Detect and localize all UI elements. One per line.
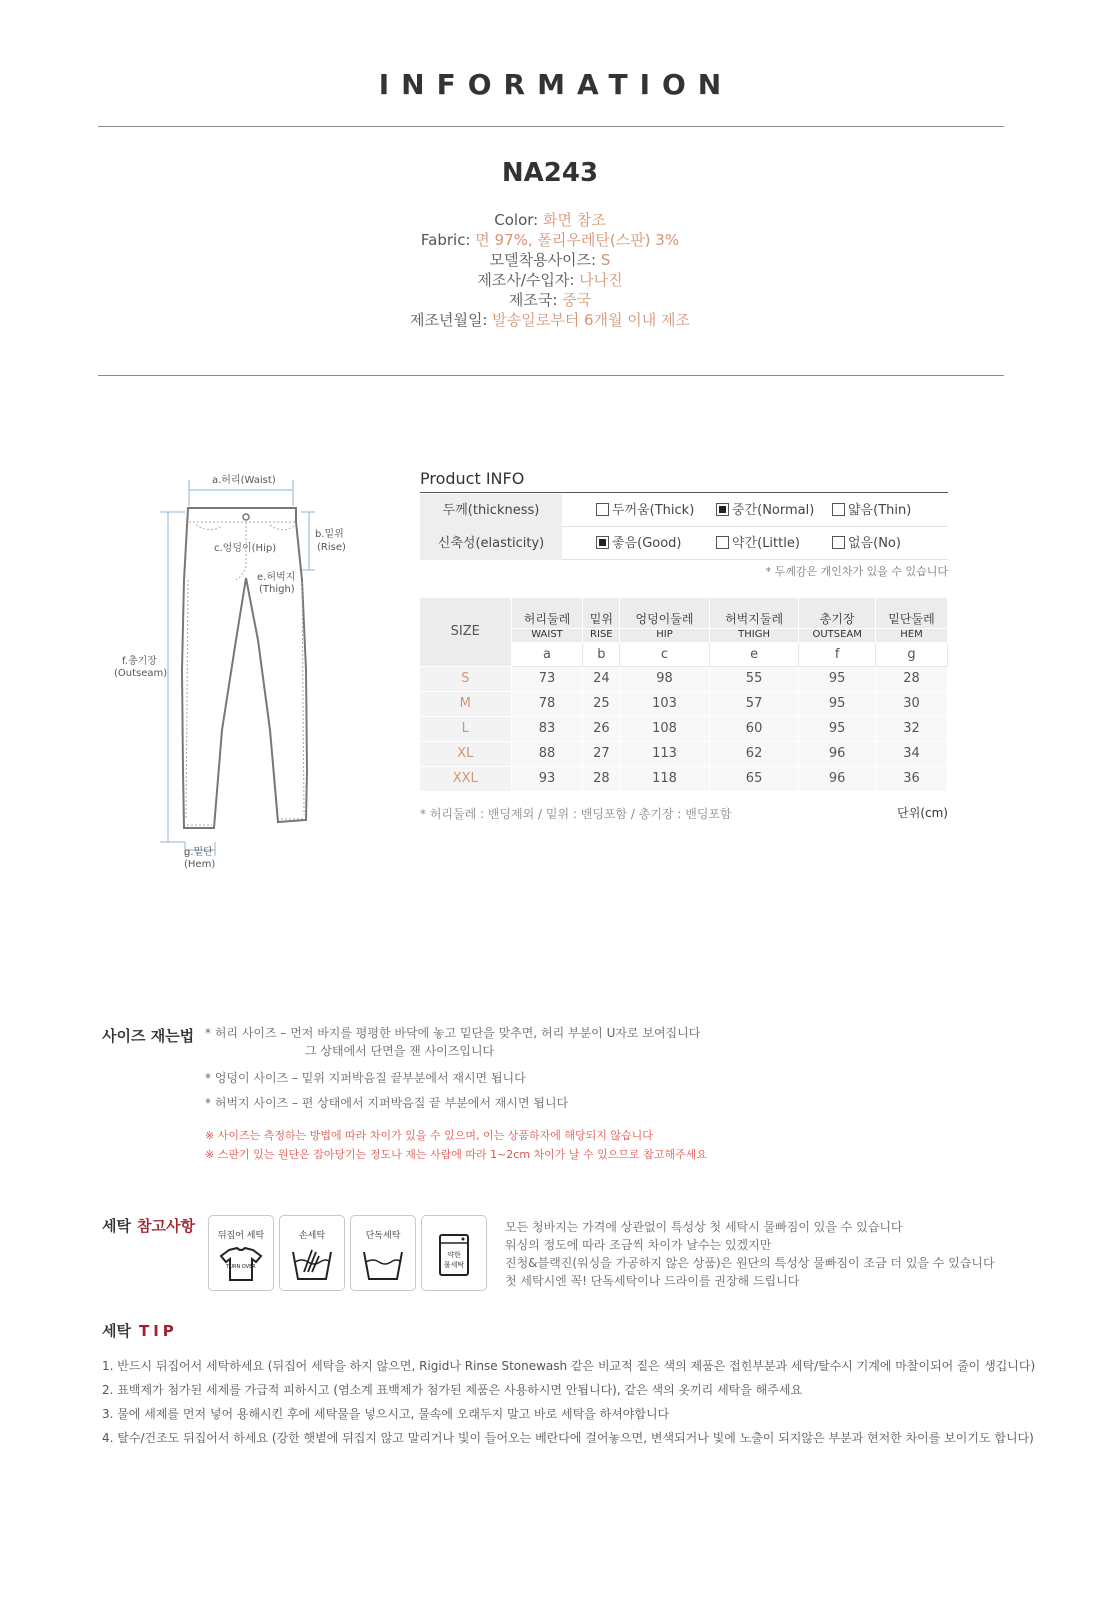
wash-description (505, 1218, 995, 1290)
turn-over-shirt-icon (219, 1246, 263, 1282)
col-en: OUTSEAM (799, 628, 876, 642)
table-cell: 36 (875, 766, 947, 791)
spec-date: 제조년월일: 발송일로부터 6개월 이내 제조 (409, 311, 690, 329)
measure-section-title: 사이즈 재는법 (102, 1027, 195, 1045)
table-cell: 25 (583, 691, 620, 716)
thickness-label: 두께(thickness) (420, 494, 562, 527)
table-cell: 95 (799, 691, 876, 716)
measure-waist-line1: * 허리 사이즈 – 먼저 바지를 평평한 바닥에 놓고 밑단을 맞추면, 허리 부분이 U자로 보여집니다 (205, 1026, 701, 1040)
table-cell: 28 (583, 766, 620, 791)
product-info-rule (420, 492, 948, 493)
wash-desc-line: 워싱의 정도에 따라 조금씩 차이가 날수는 있겠지만 (505, 1238, 772, 1252)
label-waist: a.허리(Waist) (212, 475, 276, 486)
checkbox-checked-icon (596, 536, 609, 549)
table-cell: 95 (799, 716, 876, 741)
table-row (420, 666, 948, 691)
label-thigh-en: (Thigh) (259, 584, 295, 595)
table-cell: 28 (875, 666, 947, 691)
col-ko: 허벅지둘레 (709, 598, 799, 628)
measure-warning-1: ※ 사이즈는 측정하는 방법에 따라 차이가 있을 수 있으며, 이는 상품하자에 해당되지 않습니다 (205, 1129, 653, 1142)
svg-text:TURN OVER: TURN OVER (226, 1264, 256, 1270)
size-label: XXL (420, 766, 511, 791)
checkbox-checked-icon (716, 503, 729, 516)
product-info-title: Product INFO (420, 469, 525, 488)
label-hem-en: (Hem) (184, 859, 216, 870)
table-cell: 57 (709, 691, 799, 716)
table-cell: 108 (620, 716, 710, 741)
col-code: f (799, 642, 876, 666)
table-cell: 55 (709, 666, 799, 691)
col-en: HEM (875, 628, 947, 642)
hand-wash-icon (290, 1246, 334, 1282)
spec-color: Color: 화면 참조 (494, 211, 606, 229)
table-row (420, 766, 948, 791)
table-cell: 103 (620, 691, 710, 716)
thickness-thin-option[interactable]: 얇음(Thin) (832, 502, 911, 519)
measure-hip: * 엉덩이 사이즈 – 밑위 지퍼박음질 끝부분에서 재시면 됩니다 (205, 1071, 526, 1085)
col-en: RISE (583, 628, 620, 642)
elasticity-label: 신축성(elasticity) (420, 527, 562, 560)
thickness-note: * 두께감은 개인차가 있을 수 있습니다 (765, 565, 948, 578)
size-label: XL (420, 741, 511, 766)
col-code: e (709, 642, 799, 666)
elasticity-row (420, 527, 948, 560)
table-row (420, 691, 948, 716)
elasticity-no-option[interactable]: 없음(No) (832, 535, 901, 552)
list-item: 2. 표백제가 첨가된 세제를 가급적 피하시고 (염소계 표백제가 첨가된 제품은 사용하시면 안됩니다), 같은 색의 옷끼리 세탁을 해주세요 (102, 1383, 803, 1397)
table-cell: 113 (620, 741, 710, 766)
divider-top (98, 126, 1004, 127)
label-outseam: f.총기장 (122, 656, 157, 667)
label-rise-en: (Rise) (317, 542, 346, 553)
checkbox-icon (596, 503, 609, 516)
col-ko: 엉덩이둘레 (620, 598, 710, 628)
page-title: INFORMATION (378, 68, 734, 101)
measure-thigh: * 허벅지 사이즈 – 편 상태에서 지퍼박음질 끝 부분에서 재시면 됩니다 (205, 1096, 569, 1110)
spec-model-size: 모델착용사이즈: S (489, 251, 611, 269)
col-ko: 총기장 (799, 598, 876, 628)
table-cell: 26 (583, 716, 620, 741)
table-cell: 78 (511, 691, 583, 716)
size-table (420, 598, 948, 792)
table-row (420, 741, 948, 766)
thickness-thick-option[interactable]: 두꺼움(Thick) (596, 502, 694, 519)
thickness-normal-option[interactable]: 중간(Normal) (716, 502, 814, 519)
col-code: g (875, 642, 947, 666)
wash-section-title: 세탁 참고사항 (102, 1217, 195, 1235)
table-cell: 118 (620, 766, 710, 791)
table-cell: 96 (799, 766, 876, 791)
table-cell: 96 (799, 741, 876, 766)
table-cell: 95 (799, 666, 876, 691)
spec-country: 제조국: 중국 (508, 291, 592, 309)
col-code: b (583, 642, 620, 666)
table-cell: 65 (709, 766, 799, 791)
col-en: THIGH (709, 628, 799, 642)
wash-desc-line: 모든 청바지는 가격에 상관없이 특성상 첫 세탁시 물빠짐이 있을 수 있습니다 (505, 1220, 903, 1234)
thickness-row (420, 494, 948, 527)
tip-section-title: 세탁 TIP (102, 1322, 178, 1340)
wash-icon-turn-over: 뒤집어 세탁 TURN OVER (208, 1215, 274, 1291)
col-ko: 밑단둘레 (875, 598, 947, 628)
svg-text:약한: 약한 (447, 1251, 461, 1259)
pants-diagram (110, 470, 370, 890)
table-cell: 88 (511, 741, 583, 766)
size-label: S (420, 666, 511, 691)
elasticity-good-option[interactable]: 좋음(Good) (596, 535, 682, 552)
elasticity-little-option[interactable]: 약간(Little) (716, 535, 800, 552)
table-cell: 27 (583, 741, 620, 766)
table-cell: 30 (875, 691, 947, 716)
size-column-header: SIZE (420, 598, 511, 666)
product-specs (0, 210, 1100, 330)
col-en: HIP (620, 628, 710, 642)
product-model: NA243 (501, 158, 599, 188)
checkbox-icon (716, 536, 729, 549)
size-table-header-ko (420, 598, 948, 628)
spec-fabric: Fabric: 면 97%, 폴리우레탄(스판) 3% (420, 231, 680, 249)
size-label: M (420, 691, 511, 716)
list-item: 4. 탈수/건조도 뒤집어서 하세요 (강한 햇볕에 뒤집지 않고 말리거나 빛이 들어오는 베란다에 걸어놓으면, 변색되거나 빛에 노출이 되지않은 부분과 현저한 차이를 보이기도 합니다) (102, 1431, 1034, 1445)
wash-tub-icon (361, 1246, 405, 1282)
label-outseam-en: (Outseam) (114, 668, 168, 679)
measure-warning-2: ※ 스판기 있는 원단은 잡아당기는 정도나 재는 사람에 따라 1~2cm 차이가 날 수 있으므로 참고해주세요 (205, 1148, 707, 1161)
mild-detergent-icon (432, 1230, 476, 1280)
wash-desc-line: 진청&블랙진(워싱을 가공하지 않은 상품)은 원단의 특성상 물빠짐이 조금 더 있을 수 있습니다 (505, 1256, 995, 1270)
size-unit: 단위(cm) (897, 806, 948, 820)
list-item: 3. 물에 세제를 먼저 넣어 용해시킨 후에 세탁물을 넣으시고, 물속에 오래두지 말고 바로 세탁을 하셔야합니다 (102, 1407, 670, 1421)
spec-manufacturer: 제조사/수입자: 나나진 (477, 271, 623, 289)
size-label: L (420, 716, 511, 741)
size-table-note: * 허리둘레 : 밴딩제외 / 밑위 : 밴딩포함 / 총기장 : 밴딩포함 (420, 807, 732, 821)
wash-icon-separate: 단독세탁 (350, 1215, 416, 1291)
checkbox-icon (832, 536, 845, 549)
label-hem: g.밑단 (184, 847, 213, 858)
label-thigh: e.허벅지 (257, 572, 296, 583)
table-cell: 60 (709, 716, 799, 741)
list-item: 1. 반드시 뒤집어서 세탁하세요 (뒤집어 세탁을 하지 않으면, Rigid나 Rinse Stonewash 같은 비교적 짙은 색의 제품은 접힌부분과 세탁/탈수시 기계에 마찰이되어 줄이 생깁니다) (102, 1359, 1036, 1373)
checkbox-icon (832, 503, 845, 516)
svg-text:물세탁: 물세탁 (443, 1261, 465, 1269)
table-cell: 93 (511, 766, 583, 791)
col-en: WAIST (511, 628, 583, 642)
col-ko: 밑위 (583, 598, 620, 628)
table-cell: 83 (511, 716, 583, 741)
tip-list (102, 1354, 1035, 1450)
wash-icon-hand-wash: 손세탁 (279, 1215, 345, 1291)
table-cell: 24 (583, 666, 620, 691)
divider-middle (98, 375, 1004, 376)
table-cell: 73 (511, 666, 583, 691)
col-code: a (511, 642, 583, 666)
table-cell: 34 (875, 741, 947, 766)
measure-waist-line2: 그 상태에서 단면을 잰 사이즈입니다 (305, 1044, 495, 1058)
label-hip: c.엉덩이(Hip) (214, 543, 277, 554)
col-code: c (620, 642, 710, 666)
wash-desc-line: 첫 세탁시엔 꼭! 단독세탁이나 드라이를 권장해 드립니다 (505, 1274, 800, 1288)
wash-icon-mild (421, 1215, 487, 1291)
table-cell: 62 (709, 741, 799, 766)
table-cell: 98 (620, 666, 710, 691)
pants-illustration (110, 470, 370, 890)
table-row (420, 716, 948, 741)
table-cell: 32 (875, 716, 947, 741)
col-ko: 허리둘레 (511, 598, 583, 628)
label-rise: b.밑위 (315, 529, 344, 540)
